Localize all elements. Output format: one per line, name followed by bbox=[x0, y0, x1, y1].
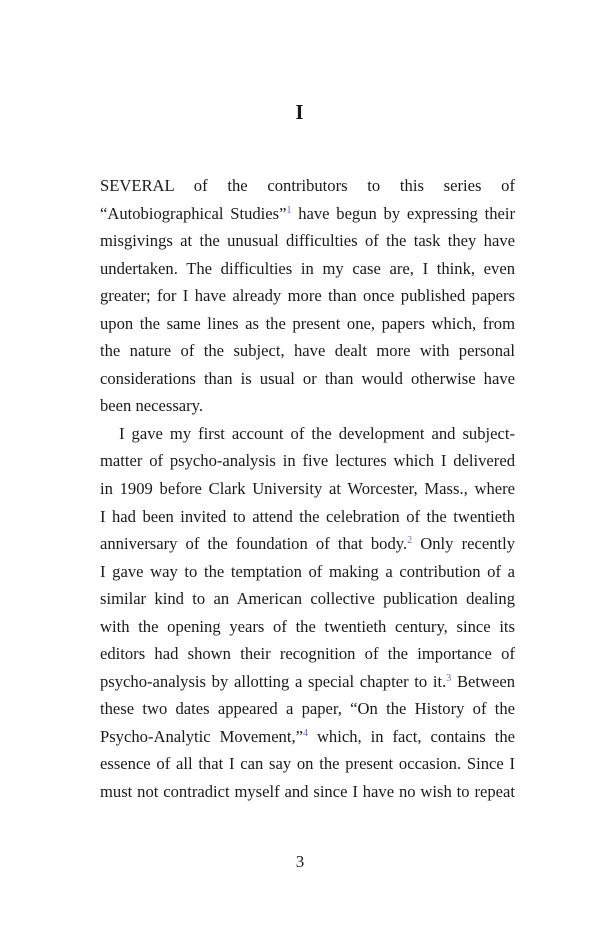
body-text bbox=[100, 172, 515, 806]
text-line: psycho-analysis by allotting a special chapter to it.$^3$ Between bbox=[100, 671, 515, 691]
text-line: I gave my first account of the development and subject- bbox=[119, 423, 515, 443]
page-number: 3 bbox=[295, 852, 305, 871]
text-line: editors had shown their recognition of the importance of bbox=[100, 644, 515, 664]
text-line: considerations than is usual or than would otherwise have bbox=[100, 368, 515, 388]
text-line: misgivings at the unusual difficulties of the task they have bbox=[100, 231, 515, 251]
footnote-marker[interactable]: 1 bbox=[286, 204, 292, 216]
text-line: “Autobiographical Studies”$^1$ have begun by expressing their bbox=[100, 203, 516, 223]
text-line: anniversary of the foundation of that body.$^2$ Only recently bbox=[100, 534, 516, 554]
text-line: Psycho-Analytic Movement,”$^4$ which, in fact, contains the bbox=[100, 726, 515, 746]
paragraph bbox=[100, 420, 515, 806]
text-line: with the opening years of the twentieth century, since its bbox=[100, 616, 515, 636]
text-line: the nature of the subject, have dealt more with personal bbox=[100, 341, 515, 361]
footnote-marker[interactable]: 4 bbox=[302, 727, 308, 739]
text-line: must not contradict myself and since I have no wish to repeat bbox=[100, 782, 515, 802]
text-line: in 1909 before Clark University at Worcester, Mass., where bbox=[100, 479, 515, 499]
text-line: I had been invited to attend the celebration of the twentieth bbox=[100, 506, 515, 526]
chapter-heading: I bbox=[295, 100, 305, 124]
text-line: SEVERAL of the contributors to this series of bbox=[100, 176, 515, 195]
footnote-marker[interactable]: 2 bbox=[407, 535, 413, 547]
text-line: these two dates appeared a paper, “On the History of the bbox=[100, 699, 515, 719]
paragraph bbox=[100, 172, 515, 420]
text-line: greater; for I have already more than once published papers bbox=[100, 286, 515, 306]
text-line: undertaken. The difficulties in my case are, I think, even bbox=[100, 258, 515, 278]
text-line: been necessary. bbox=[100, 396, 204, 416]
text-line: similar kind to an American collective publication dealing bbox=[100, 589, 515, 609]
text-line: essence of all that I can say on the present occasion. Since I bbox=[100, 754, 515, 774]
footnote-marker[interactable]: 3 bbox=[446, 672, 452, 684]
text-line: matter of psycho-analysis in five lectures which I delivered bbox=[100, 451, 515, 471]
text-line: upon the same lines as the present one, papers which, from bbox=[100, 313, 515, 333]
text-line: I gave way to the temptation of making a contribution of a bbox=[100, 561, 515, 581]
